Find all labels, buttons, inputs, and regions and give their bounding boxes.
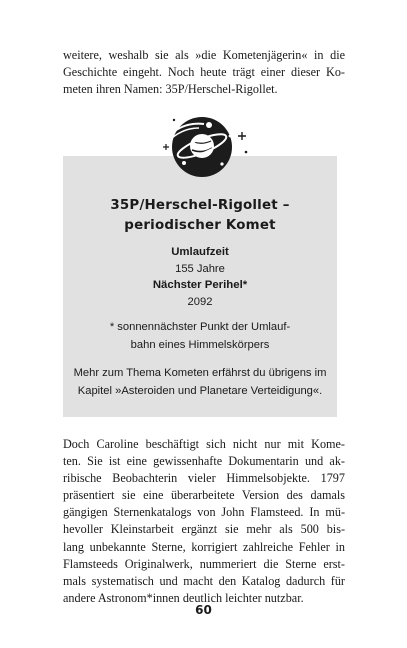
perihelion-label: Nächster Perihel* bbox=[152, 279, 248, 291]
footnote-line: bahn eines Himmelskörpers bbox=[130, 338, 270, 351]
period-value: 155 Jahre bbox=[175, 263, 225, 275]
more-info-note bbox=[63, 365, 337, 400]
text-line: Geschichte eingeht. Noch heute trägt einer dieser Ko- bbox=[63, 65, 345, 80]
text-line: lang unbekannte Sterne, korrigiert zahlreiche Fehler in bbox=[63, 539, 345, 554]
main-paragraph bbox=[63, 436, 345, 607]
footnote bbox=[63, 319, 337, 354]
footnote-line: * sonnennächster Punkt der Umlauf- bbox=[109, 321, 291, 333]
text-line: hevoller Kleinstarbeit ergänzt sie mehr als 500 bis- bbox=[63, 522, 345, 537]
comet-planet-icon bbox=[154, 108, 254, 178]
text-line: Flamsteeds Originalwerk, nummeriert die Sterne erst- bbox=[63, 556, 345, 571]
intro-paragraph bbox=[63, 47, 345, 98]
info-box-title bbox=[63, 196, 337, 236]
title-line: 35P/Herschel-Rigollet – bbox=[110, 198, 290, 213]
text-line: mals systematisch und macht den Katalog dadurch für bbox=[63, 573, 345, 588]
text-line: ribische Beobachterin vieler Himmelsobjekte. 1797 bbox=[63, 471, 345, 486]
text-line: Doch Caroline beschäftigt sich nicht nur mit Kome- bbox=[63, 437, 345, 451]
note-line: Mehr zum Thema Kometen erfährst du übrigens im bbox=[73, 367, 327, 379]
text-line: ten. Sie ist eine gewissenhafte Dokumentarin und ak- bbox=[63, 454, 345, 469]
period-label: Umlaufzeit bbox=[171, 246, 229, 258]
text-line: präsentiert sie eine überarbeitete Version des damals bbox=[63, 488, 345, 503]
perihelion-value: 2092 bbox=[187, 296, 213, 308]
page-number: 60 bbox=[195, 603, 212, 617]
note-line: Kapitel »Asteroiden und Planetare Verteidigung«. bbox=[77, 384, 323, 397]
text-line: weitere, weshalb sie als »die Kometenjägerin« in die bbox=[63, 48, 345, 62]
text-line: meten ihren Namen: 35P/Herschel-Rigollet. bbox=[63, 82, 278, 97]
title-line: periodischer Komet bbox=[124, 218, 276, 233]
comet-info-box bbox=[63, 156, 337, 417]
text-line: gängigen Sternenkatalogs von John Flamsteed. In mü- bbox=[63, 505, 345, 520]
text-line: andere Astronom*innen deutlich leichter nutzbar. bbox=[63, 590, 304, 605]
